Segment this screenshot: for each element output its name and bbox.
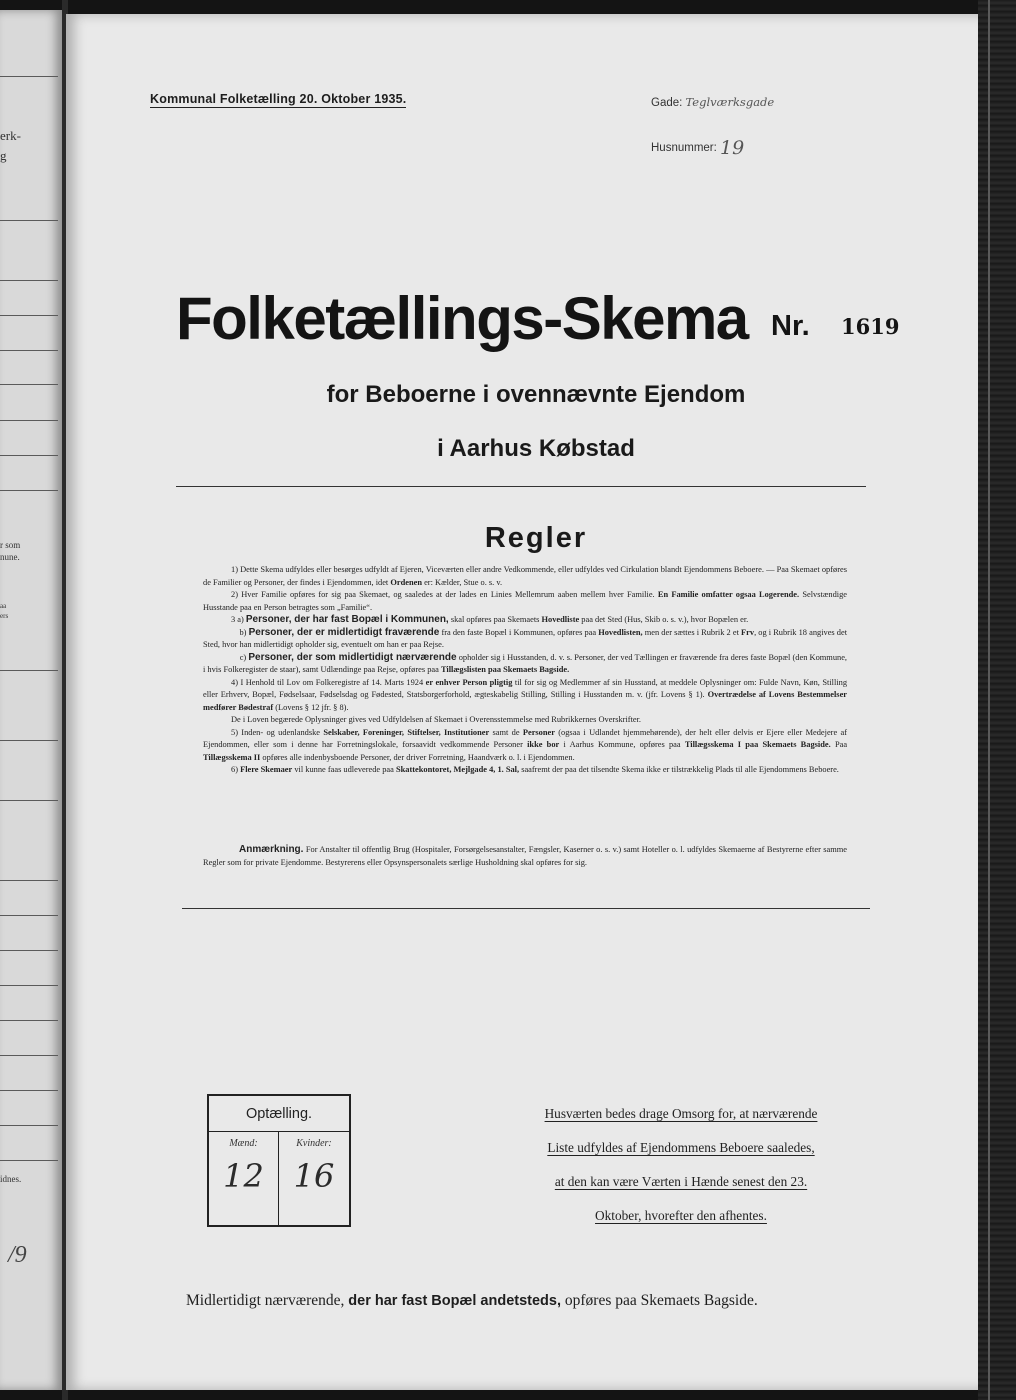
ruled-line [0,1160,58,1161]
ruled-line [0,1125,58,1126]
tally-title: Optælling. [209,1096,349,1132]
page-fragment: r som [0,540,21,550]
ruled-line [0,915,58,916]
ruled-line [0,740,58,741]
ruled-line [0,800,58,801]
tally-women-column [279,1132,349,1227]
street-field [651,95,774,109]
census-heading: Kommunal Folketælling 20. Oktober 1935. [150,92,407,106]
form-title: Folketællings-Skema [176,285,748,352]
page-fragment: /9 [8,1242,27,1268]
instruction-line: Oktober, hvorefter den afhentes. [595,1208,767,1223]
rule-3b: b) Personer, der er midlertidigt fraværende fra den faste Bopæl i Kommunen, opføres paa Hovedlisten, men der sættes i Rubrik 2 et Frv, og i Rubrik 18 angives det Sted, hvor han midlertidigt opholder sig, eventuelt om han er paa Rejse. [203,626,848,649]
ruled-line [0,315,58,316]
tally-women-label: Kvinder: [296,1138,332,1149]
note-heading: Anmærkning. [239,844,304,855]
previous-page-edge [0,10,62,1390]
binding-line [988,0,990,1400]
ruled-line [0,1055,58,1056]
form-number-label: Nr. [771,310,810,342]
ruled-line [0,880,58,881]
rule-3c: c) Personer, der som midlertidigt nærværende opholder sig i Husstanden, d. v. s. Personer, der ved Tællingen er fraværende fra deres faste Bopæl (den Kommune, i hvis Folkeregister de staar), samt Udlændinge paa Rejse, opføres paa Tillægslisten paa Skemaets Bagside. [203,651,848,674]
ruled-line [0,490,58,491]
instruction-line: Liste udfyldes af Ejendommens Beboere saaledes, [547,1140,815,1155]
ruled-line [0,1090,58,1091]
instruction-line: at den kan være Værten i Hænde senest den 23. [554,1174,808,1189]
instruction-line: Husværten bedes drage Omsorg for, at nærværende [544,1106,818,1121]
rule-4: 4) I Henhold til Lov om Folkeregistre af 14. Marts 1924 er enhver Person pligtig til for sig og Medlemmer af sin Husstand, at meddele Oplysninger om: Fulde Navn, Køn, Stilling eller Erhverv, Bopæl, Fødselsaar, Fødselsdag og Fødested, Statsborgerforhold, ægteskabelig Stilling, Stilling i Husstanden m. v. (jfr. Lovens § 1). Overtrædelse af Lovens Bestemmelser medfører Bødestraf (Lovens § 12 jfr. § 8). [203,677,848,712]
subtitle-residents: for Beboerne i ovennævnte Ejendom [326,381,746,408]
tally-box [207,1094,351,1227]
rules-text [203,564,847,777]
ruled-line [0,280,58,281]
ruled-line [0,670,58,671]
rule-1: 1) Dette Skema udfyldes eller besørges udfyldt af Ejeren, Viceværten eller andre Vedkommende, eller udfyldes ved Cirkulation blandt Ejendommens Beboere. — Paa Skemaet opføres de Familier og Personer, der findes i Ejendommen, idet Ordenen er: Kælder, Stue o. s. v. [203,565,847,587]
ruled-line [0,950,58,951]
ruled-line [0,350,58,351]
rule-6: 6) Flere Skemaer vil kunne faas udleverede paa Skattekontoret, Mejlgade 4, 1. Sal, saafremt der paa det tilsendte Skema ikke er tilstrækkelig Plads til alle Ejendommens Beboere. [231,765,839,774]
rule-4b: De i Loven begærede Oplysninger gives ved Udfyldelsen af Skemaet i Overensstemmelse med Rubrikkernes Overskrifter. [231,715,642,724]
note-text: For Anstalter til offentlig Brug (Hospitaler, Forsørgelsesanstalter, Fængsler, Kaserner o. s. v.) samt Hoteller o. l. udfyldes Skemaerne af Bestyrerne efter samme Regler som for private Ejendomme. Bestyrerens eller Opsynspersonalets særlige Husholdning skal opføres for sig. [203,845,847,867]
page-fragment: aa [0,602,7,610]
divider [182,908,870,909]
street-value: Teglværksgade [685,95,775,109]
ruled-line [0,1020,58,1021]
page-fragment: idnes. [0,1174,22,1184]
rule-5: 5) Inden- og udenlandske Selskaber, Foreninger, Stiftelser, Institutioner samt de Personer (ogsaa i Udlandet hjemmehørende), der helt eller delvis er Ejere eller Medejere af Ejendommen, eller som i denne har Forretningslokale, forsaavidt vedkommende Personer ikke bor i Aarhus Kommune, opføres paa Tillægsskema I paa Skemaets Bagside. Paa Tillægsskema II opføres alle indenbysboende Personer, der driver Forretning, Haandværk o. l. i Ejendommen. [203,727,848,762]
tally-men-column [209,1132,279,1227]
ruled-line [0,384,58,385]
tally-men-label: Mænd: [229,1138,258,1149]
house-number-label: Husnummer: [651,142,717,154]
tally-women-value: 16 [293,1157,335,1195]
street-label: Gade: [651,97,683,109]
ruled-line [0,455,58,456]
ruled-line [0,420,58,421]
form-page [66,14,981,1390]
page-fragment: erk- [0,128,21,143]
page-fragment: nune. [0,552,20,562]
rule-3a: 3 a) Personer, der har fast Bopæl i Kommunen, skal opføres paa Skemaets Hovedliste paa det Sted (Hus, Skib o. s. v.), hvor Bopælen er. [231,614,749,625]
landlord-instruction [511,1097,851,1233]
ruled-line [0,220,58,221]
house-number-value: 19 [720,137,745,159]
tally-men-value: 12 [223,1157,264,1195]
binding-edge [978,0,1016,1400]
page-fragment: g [0,148,7,163]
footer-note: Midlertidigt nærværende, der har fast Bopæl andetsteds, opføres paa Skemaets Bagside. [186,1292,758,1309]
rule-2: 2) Hver Familie opføres for sig paa Skemaet, og saaledes at der lades en Linies Mellemrum aaben mellem hver Familie. En Familie omfatter ogsaa Logerende. Selvstændige Husstande paa en Person betragtes som „Familie“. [203,590,848,612]
ruled-line [0,76,58,77]
form-number-value: 1619 [841,314,900,339]
house-number-field [651,134,745,159]
rules-heading: Regler [484,522,588,554]
divider [176,486,866,487]
note-paragraph [203,844,847,869]
subtitle-city: i Aarhus Købstad [437,435,635,462]
page-fragment: ers [0,612,9,620]
ruled-line [0,985,58,986]
